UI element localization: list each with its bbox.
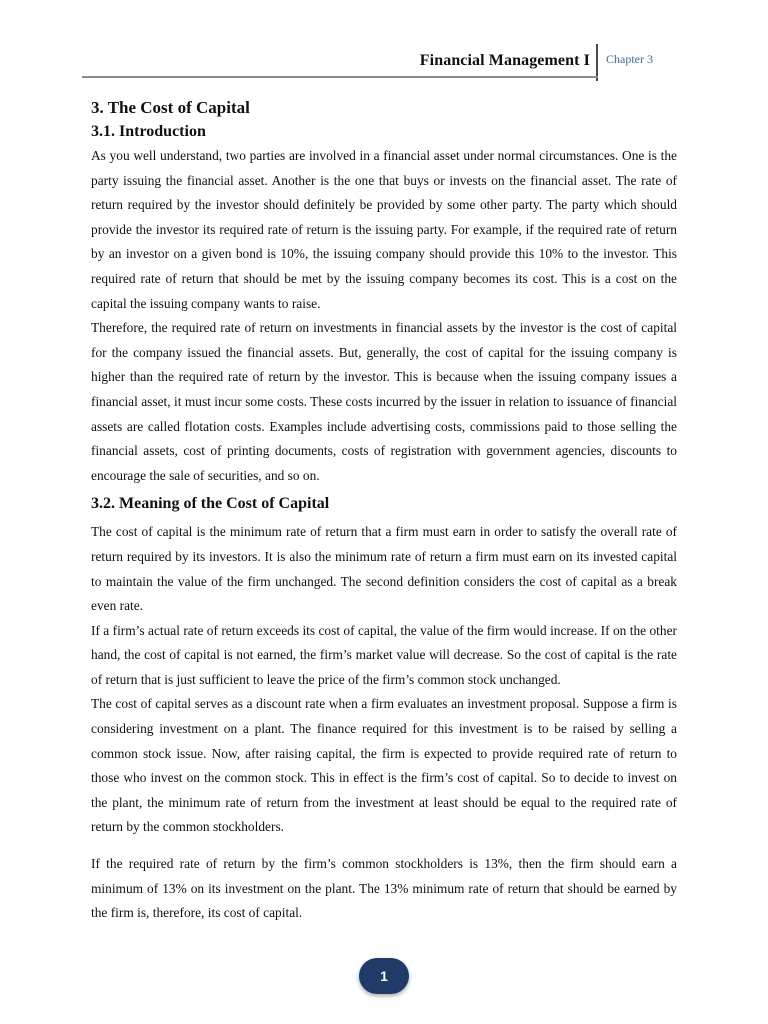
paragraph-spacer	[91, 840, 677, 852]
meaning-heading: 3.2. Meaning of the Cost of Capital	[91, 495, 330, 513]
page-header	[82, 42, 682, 86]
introduction-heading: 3.1. Introduction	[91, 123, 206, 140]
meaning-paragraph-4: If the required rate of return by the firm’s common stockholders is 13%, then the firm should earn a minimum of 13% on its investment on the plant. The 13% minimum rate of return that should be earned by the firm is, therefore, its cost of capital.	[91, 856, 677, 921]
header-chapter-label: Chapter 3	[606, 52, 653, 66]
meaning-paragraph-3: The cost of capital serves as a discount rate when a firm evaluates an investment proposal. Suppose a firm is considering investment on a plant. The finance required for this investment is to be raised by selling a common stock issue. Now, after raising capital, the firm is expected to provide required rate of return to those who invest on the common stock. This in effect is the firm’s cost of capital. So to decide to invest on the plant, the minimum rate of return from the investment at least should be equal to the required rate of return by the common stockholders.	[91, 696, 677, 835]
intro-paragraph-2: Therefore, the required rate of return on investments in financial assets by the investor is the cost of capital for the company issued the financial assets. But, generally, the cost of capital for the issuing company is higher than the required rate of return by the investor. This is because when the issuing company issues a financial asset, it must incur some costs. These costs incurred by the issuer in relation to issuance of financial assets are called flotation costs. Examples include advertising costs, commissions paid to those selling the financial assets, cost of printing documents, costs of registration with government agencies, discounts to encourage the sale of securities, and so on.	[91, 320, 677, 483]
section-title: 3. The Cost of Capital	[91, 98, 250, 117]
page-number-badge: 1	[359, 958, 409, 994]
header-rule	[82, 76, 598, 78]
intro-paragraph-1: As you well understand, two parties are involved in a financial asset under normal circumstances. One is the party issuing the financial asset. Another is the one that buys or invests on the financial asset. The rate of return required by the investor should definitely be provided by some other party. The party which should provide the investor its required rate of return is the issuing party. For example, if the required rate of return by an investor on a given bond is 10%, the issuing company should provide this 10% to the investor. This required rate of return that should be met by the issuing company becomes its cost. This is a cost on the capital the issuing company wants to raise.	[91, 148, 677, 311]
meaning-paragraph-2: If a firm’s actual rate of return exceeds its cost of capital, the value of the firm would increase. If on the other hand, the cost of capital is not earned, the firm’s market value will decrease. So the cost of capital is the rate of return that is just sufficient to leave the price of the firm’s common stock unchanged.	[91, 622, 677, 687]
page-content	[91, 96, 677, 926]
meaning-paragraph-1: The cost of capital is the minimum rate of return that a firm must earn in order to satisfy the overall rate of return required by its investors. It is also the minimum rate of return a firm must earn on its invested capital to maintain the value of the firm unchanged. The second definition considers the cost of capital as a break even rate.	[91, 524, 677, 614]
header-title: Financial Management I	[419, 52, 590, 69]
